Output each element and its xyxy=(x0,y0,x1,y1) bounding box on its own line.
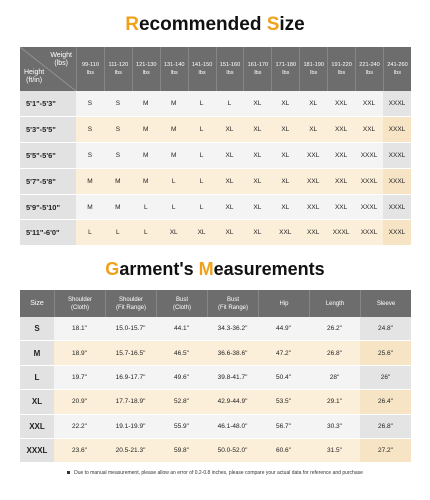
measurement-cell: 39.8-41.7" xyxy=(207,366,258,390)
size-cell: XL xyxy=(216,117,244,143)
size-cell: XL xyxy=(243,169,271,195)
size-cell: L xyxy=(188,195,216,221)
size-cell: L xyxy=(188,169,216,195)
size-cell: XXXL xyxy=(355,143,383,169)
size-cell: M xyxy=(132,143,160,169)
size-cell: XXXL xyxy=(355,220,383,246)
weight-range: 191-220 xyxy=(331,62,352,68)
weight-header-151-160 xyxy=(216,47,244,91)
size-cell: XXXL xyxy=(355,169,383,195)
size-cell: XL xyxy=(243,143,271,169)
height-cell: 5'5"-5'6" xyxy=(20,143,76,169)
column-header-line: Bust xyxy=(226,296,239,303)
size-cell: M xyxy=(104,169,132,195)
measurement-row xyxy=(20,317,411,341)
weight-unit: lbs xyxy=(254,70,262,76)
column-header-line: (Fit Range) xyxy=(217,304,248,311)
size-cell: XL xyxy=(299,91,327,117)
size-cell: XL xyxy=(271,143,299,169)
size-cell: XXXL xyxy=(383,143,411,169)
size-cell: L xyxy=(216,91,244,117)
size-cell: XXL xyxy=(327,91,355,117)
size-chart-table xyxy=(20,47,411,246)
size-cell: XXL xyxy=(299,220,327,246)
column-header-line: Sleeve xyxy=(376,300,396,307)
column-header xyxy=(207,290,258,317)
size-cell: XL xyxy=(271,91,299,117)
weight-header-161-170 xyxy=(243,47,271,91)
column-header xyxy=(105,290,156,317)
size-label-cell: L xyxy=(20,366,54,390)
weight-header-121-130 xyxy=(132,47,160,91)
size-cell: M xyxy=(104,195,132,221)
weight-unit: lbs xyxy=(86,70,95,76)
size-cell: L xyxy=(104,220,132,246)
measurement-cell: 19.1-19.9" xyxy=(105,415,156,439)
measurement-cell: 18.1" xyxy=(54,317,105,341)
measurement-row xyxy=(20,439,411,463)
measurement-row xyxy=(20,341,411,365)
size-cell: L xyxy=(160,195,188,221)
size-cell: M xyxy=(160,117,188,143)
measurement-cell: 42.9-44.9" xyxy=(207,390,258,414)
measurement-cell: 34.3-36.2" xyxy=(207,317,258,341)
column-header-line: (Cloth) xyxy=(70,304,89,311)
measurement-cell: 55.9" xyxy=(156,415,207,439)
size-cell: XL xyxy=(271,169,299,195)
weight-range: 241-260 xyxy=(387,62,408,68)
size-cell: M xyxy=(76,169,104,195)
size-row xyxy=(20,195,411,221)
title-initial-m: M xyxy=(198,259,214,279)
size-cell: XL xyxy=(216,169,244,195)
measurement-cell: 44.1" xyxy=(156,317,207,341)
column-header-line: Bust xyxy=(175,296,188,303)
weight-unit: lbs xyxy=(198,70,206,76)
weight-range: 181-190 xyxy=(303,62,324,68)
weight-range: 141-150 xyxy=(191,62,213,68)
size-row xyxy=(20,220,411,246)
size-cell: XXXL xyxy=(383,195,411,221)
size-cell: XL xyxy=(271,117,299,143)
weight-range: 151-160 xyxy=(219,62,241,68)
size-cell: XXL xyxy=(327,143,355,169)
measurement-cell: 50.0-52.0" xyxy=(207,439,258,463)
size-label-cell: XL xyxy=(20,390,54,414)
column-header xyxy=(309,290,360,317)
measurement-cell: 30.3" xyxy=(309,415,360,439)
measurement-row xyxy=(20,366,411,390)
weight-header-191-220 xyxy=(327,47,355,91)
size-cell: M xyxy=(76,195,104,221)
weight-range: 221-240 xyxy=(359,62,380,68)
size-label-cell: XXXL xyxy=(20,439,54,463)
size-cell: M xyxy=(132,169,160,195)
size-cell: XXL xyxy=(355,117,383,143)
title-initial-g: G xyxy=(105,259,120,279)
weight-unit: lbs xyxy=(393,70,402,76)
size-cell: XL xyxy=(216,195,244,221)
measurement-cell: 49.6" xyxy=(156,366,207,390)
weight-label: Weight xyxy=(50,52,72,59)
height-cell: 5'1"-5'3" xyxy=(20,91,76,117)
measurement-cell: 46.1-48.0" xyxy=(207,415,258,439)
measurements-table xyxy=(20,290,411,463)
weight-header-221-240 xyxy=(355,47,383,91)
size-row xyxy=(20,143,411,169)
weight-range: 121-130 xyxy=(136,62,157,68)
size-cell: S xyxy=(104,143,132,169)
measurement-cell: 22.2" xyxy=(54,415,105,439)
weight-header-99-110 xyxy=(76,47,104,91)
weight-header-131-140 xyxy=(160,47,188,91)
size-chart-header-row xyxy=(20,47,411,91)
weight-range: 171-180 xyxy=(275,62,297,68)
measurement-row xyxy=(20,415,411,439)
size-cell: XXXL xyxy=(355,195,383,221)
height-axis-label xyxy=(24,69,44,85)
column-header xyxy=(54,290,105,317)
size-cell: M xyxy=(132,91,160,117)
measurement-cell: 52.8" xyxy=(156,390,207,414)
measurement-cell: 26" xyxy=(360,366,411,390)
size-cell: XXXL xyxy=(383,220,411,246)
weight-unit: lbs xyxy=(338,70,346,76)
weight-range: 161-170 xyxy=(247,62,269,68)
weight-header-141-150 xyxy=(188,47,216,91)
size-cell: XL xyxy=(216,220,244,246)
size-label-cell: M xyxy=(20,341,54,365)
size-chart-body xyxy=(20,91,411,246)
measurement-cell: 29.1" xyxy=(309,390,360,414)
measurement-cell: 15.7-16.5" xyxy=(105,341,156,365)
size-cell: XXL xyxy=(327,117,355,143)
size-chart-corner-cell xyxy=(20,47,76,91)
size-row xyxy=(20,169,411,195)
height-cell: 5'3"-5'5" xyxy=(20,117,76,143)
column-header-line: Length xyxy=(325,300,345,307)
size-label-cell: S xyxy=(20,317,54,341)
size-cell: XXL xyxy=(299,169,327,195)
size-cell: XXL xyxy=(327,169,355,195)
size-cell: XL xyxy=(160,220,188,246)
measurement-cell: 50.4" xyxy=(258,366,309,390)
weight-unit: lbs xyxy=(226,70,234,76)
measurement-note xyxy=(0,470,430,476)
measurements-header-row xyxy=(20,290,411,317)
size-row xyxy=(20,91,411,117)
size-cell: S xyxy=(76,143,104,169)
size-cell: S xyxy=(104,91,132,117)
weight-unit: lbs xyxy=(114,70,122,76)
size-cell: L xyxy=(132,195,160,221)
measurement-cell: 23.6" xyxy=(54,439,105,463)
measurement-cell: 17.7-18.9" xyxy=(105,390,156,414)
size-cell: XL xyxy=(243,220,271,246)
size-cell: M xyxy=(160,143,188,169)
weight-unit: lbs xyxy=(170,70,178,76)
size-cell: M xyxy=(160,91,188,117)
size-chart-title xyxy=(0,14,430,36)
weight-unit: lbs xyxy=(365,70,374,76)
size-cell: XL xyxy=(188,220,216,246)
column-header xyxy=(156,290,207,317)
column-header xyxy=(360,290,411,317)
size-cell: XXL xyxy=(355,91,383,117)
size-cell: L xyxy=(188,143,216,169)
measurement-cell: 46.5" xyxy=(156,341,207,365)
size-cell: XL xyxy=(216,143,244,169)
measurement-cell: 26.8" xyxy=(309,341,360,365)
height-cell: 5'9"-5'10" xyxy=(20,195,76,221)
measurement-cell: 27.2" xyxy=(360,439,411,463)
size-cell: XXL xyxy=(327,195,355,221)
size-cell: XXL xyxy=(271,220,299,246)
column-header-line: (Cloth) xyxy=(172,304,191,311)
measurements-body xyxy=(20,317,411,463)
measurement-cell: 56.7" xyxy=(258,415,309,439)
bullet-icon xyxy=(67,471,70,474)
measurement-cell: 20.5-21.3" xyxy=(105,439,156,463)
column-header xyxy=(20,290,54,317)
measurement-cell: 25.6" xyxy=(360,341,411,365)
title-part: easurements xyxy=(213,259,325,279)
measurement-cell: 47.2" xyxy=(258,341,309,365)
measurement-cell: 26.2" xyxy=(309,317,360,341)
height-unit: (ft/in) xyxy=(26,77,43,84)
title-part: arment's xyxy=(119,259,199,279)
measurement-cell: 60.6" xyxy=(258,439,309,463)
size-cell: L xyxy=(188,117,216,143)
measurement-cell: 15.0-15.7" xyxy=(105,317,156,341)
measurement-cell: 36.6-38.6" xyxy=(207,341,258,365)
weight-unit: (lbs) xyxy=(54,60,68,67)
note-text: Due to manual measurement, please allow an error of 0.2-0.8 inches, please compare your actual data for reference and purchase xyxy=(74,470,363,476)
column-header-line: Shoulder xyxy=(67,296,93,303)
title-part: ize xyxy=(279,14,305,35)
size-row xyxy=(20,117,411,143)
column-header-line: (Fit Range) xyxy=(115,304,146,311)
size-cell: XXXL xyxy=(383,91,411,117)
size-cell: L xyxy=(160,169,188,195)
size-cell: S xyxy=(104,117,132,143)
size-cell: XL xyxy=(243,91,271,117)
column-header-line: Size xyxy=(30,299,44,307)
title-part: ecommended xyxy=(138,14,267,35)
measurement-cell: 59.8" xyxy=(156,439,207,463)
measurement-cell: 28" xyxy=(309,366,360,390)
measurement-cell: 16.9-17.7" xyxy=(105,366,156,390)
weight-axis-label xyxy=(50,52,72,68)
height-cell: 5'11"-6'0" xyxy=(20,220,76,246)
measurement-row xyxy=(20,390,411,414)
size-cell: XXL xyxy=(299,195,327,221)
size-cell: XL xyxy=(243,195,271,221)
measurement-cell: 18.9" xyxy=(54,341,105,365)
size-cell: XXXL xyxy=(383,169,411,195)
size-cell: XL xyxy=(299,117,327,143)
weight-unit: lbs xyxy=(310,70,318,76)
size-label-cell: XXL xyxy=(20,415,54,439)
size-cell: XL xyxy=(271,195,299,221)
weight-header-171-180 xyxy=(271,47,299,91)
column-header-line: Hip xyxy=(279,300,289,307)
weight-header-241-260 xyxy=(383,47,411,91)
size-cell: XXXL xyxy=(327,220,355,246)
height-cell: 5'7"-5'8" xyxy=(20,169,76,195)
title-initial-s: S xyxy=(266,14,280,35)
weight-header-111-120 xyxy=(104,47,132,91)
measurement-cell: 20.9" xyxy=(54,390,105,414)
measurement-cell: 19.7" xyxy=(54,366,105,390)
measurements-title xyxy=(0,259,430,280)
size-cell: XL xyxy=(243,117,271,143)
weight-range: 131-140 xyxy=(163,62,185,68)
column-header-line: Shoulder xyxy=(118,296,144,303)
height-label: Height xyxy=(24,69,45,76)
weight-unit: lbs xyxy=(142,70,150,76)
size-cell: L xyxy=(132,220,160,246)
weight-unit: lbs xyxy=(282,70,290,76)
size-cell: L xyxy=(76,220,104,246)
size-cell: S xyxy=(76,91,104,117)
measurement-cell: 24.8" xyxy=(360,317,411,341)
size-cell: XXL xyxy=(299,143,327,169)
measurement-cell: 26.4" xyxy=(360,390,411,414)
size-cell: M xyxy=(132,117,160,143)
measurement-cell: 31.5" xyxy=(309,439,360,463)
weight-range: 111-120 xyxy=(108,62,129,68)
measurement-cell: 26.8" xyxy=(360,415,411,439)
weight-header-181-190 xyxy=(299,47,327,91)
size-cell: L xyxy=(188,91,216,117)
measurement-cell: 44.9" xyxy=(258,317,309,341)
column-header xyxy=(258,290,309,317)
title-initial-r: R xyxy=(125,14,139,35)
weight-range: 99-110 xyxy=(81,62,99,68)
size-cell: XXXL xyxy=(383,117,411,143)
measurement-cell: 53.5" xyxy=(258,390,309,414)
size-cell: S xyxy=(76,117,104,143)
